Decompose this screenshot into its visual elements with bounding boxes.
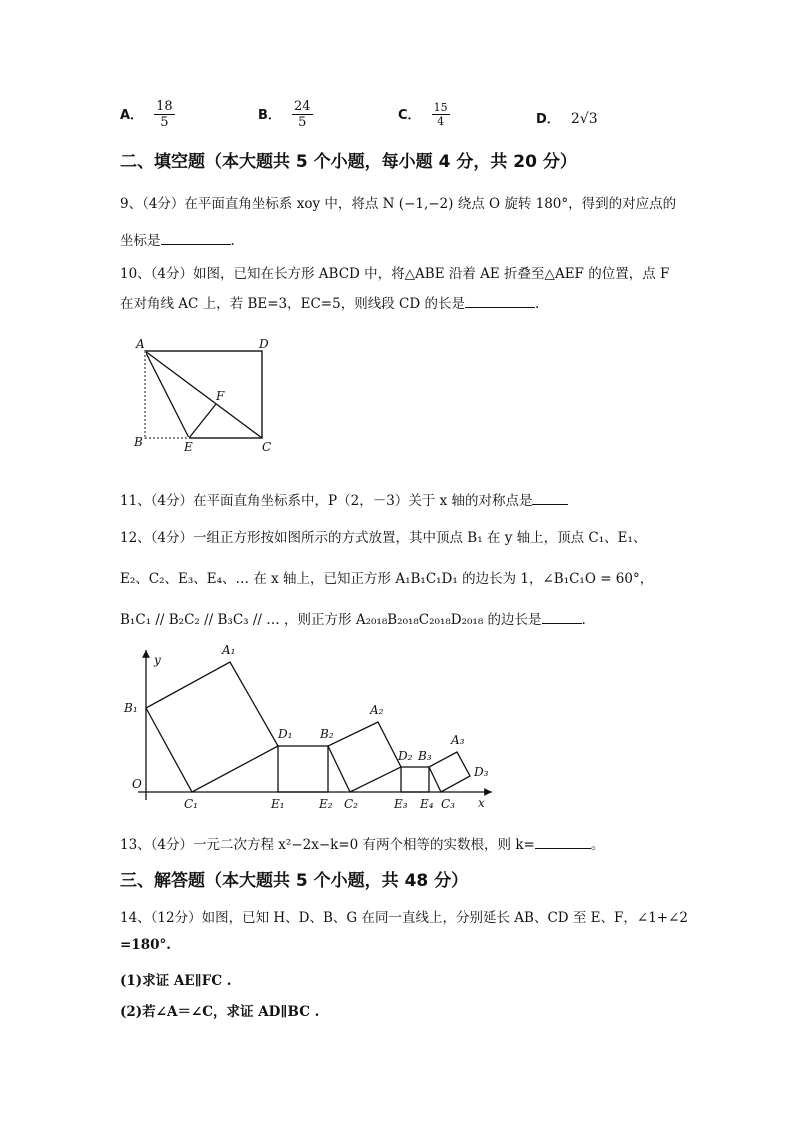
option-c-numerator: 15: [433, 101, 448, 114]
diagonal-ac: [145, 351, 262, 438]
label-d2: D₂: [398, 749, 413, 763]
option-c-label: C．: [398, 108, 421, 123]
question-14-line-2: =180°.: [120, 937, 171, 953]
label-a1: A₁: [222, 643, 236, 657]
answer-blank-12[interactable]: [542, 611, 582, 624]
question-10-prompt: 在对角线 AC 上，若 BE=3，EC=5，则线段 CD 的长是: [120, 296, 465, 312]
label-a3: A₃: [451, 733, 465, 747]
question-12-period: .: [581, 612, 586, 628]
question-9-prompt: 坐标是: [120, 233, 161, 249]
label-c2: C₂: [344, 797, 358, 811]
option-c-fraction: [432, 101, 450, 128]
answer-blank-9[interactable]: [161, 232, 231, 245]
question-11: [120, 489, 568, 509]
option-b-numerator: 24: [294, 99, 311, 114]
label-c1: C₁: [184, 797, 198, 811]
segment-ae: [145, 351, 189, 438]
option-d-value: 2√3: [570, 111, 598, 127]
question-12-line-1: 12、（4分）一组正方形按如图所示的方式放置，其中顶点 B₁ 在 y 轴上，顶点 C₁、E₁、: [120, 530, 647, 546]
answer-blank-10[interactable]: [465, 295, 535, 308]
option-a-denominator: 5: [160, 115, 169, 130]
option-d-label: D．: [536, 112, 560, 127]
option-b-denominator: 5: [298, 115, 307, 130]
section-3-title: 三、解答题（本大题共 5 个小题，共 48 分）: [120, 871, 469, 891]
label-b1: B₁: [124, 701, 138, 715]
label-e1: E₁: [271, 797, 285, 811]
section-2-title: 二、填空题（本大题共 5 个小题，每小题 4 分，共 20 分）: [120, 152, 577, 172]
option-d: [536, 108, 598, 127]
option-a-fraction: [154, 99, 175, 130]
figure-rectangle-fold: [130, 334, 280, 458]
answer-blank-11[interactable]: [532, 492, 568, 505]
rectangle-d2-b3: [401, 767, 429, 792]
option-c-denominator: 4: [437, 115, 445, 128]
label-x: x: [478, 796, 485, 810]
question-14-line-1: 14、（12分）如图，已知 H、D、B、G 在同一直线上，分别延长 AB、CD 至 E、F，∠1+∠2: [120, 910, 689, 926]
label-c: C: [262, 440, 272, 454]
label-c3: C₃: [441, 797, 455, 811]
segment-ef: [189, 404, 216, 438]
question-9-period: .: [230, 233, 235, 249]
option-c: [398, 101, 450, 128]
label-b2: B₂: [320, 727, 334, 741]
question-14-part-1: (1)求证 AE∥FC .: [120, 973, 232, 989]
question-12-line-2: E₂、C₂、E₃、E₄、… 在 x 轴上，已知正方形 A₁B₁C₁D₁ 的边长为 1，∠B₁C₁O = 60°，: [120, 571, 654, 587]
option-b-fraction: [292, 99, 313, 130]
question-9-line-2: [120, 229, 235, 249]
label-a2: A₂: [370, 703, 384, 717]
label-o: O: [132, 777, 142, 791]
figure-squares: [120, 640, 510, 818]
square-3: [429, 752, 470, 792]
square-2: [328, 722, 401, 792]
question-11-prompt: 11、（4分）在平面直角坐标系中，P（2，－3）关于 x 轴的对称点是: [120, 493, 533, 509]
question-14-part-2: (2)若∠A＝∠C，求证 AD∥BC .: [120, 1004, 320, 1020]
square-1: [146, 662, 278, 792]
label-e3: E₃: [394, 797, 408, 811]
label-a: A: [136, 337, 145, 351]
question-12-line-3: [120, 608, 586, 628]
option-a: [120, 99, 175, 130]
question-13-prompt: 13、（4分）一元二次方程 x²−2x−k=0 有两个相等的实数根，则 k=: [120, 837, 535, 853]
question-10-line-2: [120, 292, 539, 312]
question-10-line-1: 10、（4分）如图，已知在长方形 ABCD 中，将△ABE 沿着 AE 折叠至△AEF 的位置，点 F: [120, 266, 670, 282]
label-e4: E₄: [420, 797, 434, 811]
label-b: B: [134, 435, 143, 449]
label-d3: D₃: [474, 765, 489, 779]
label-d: D: [259, 337, 269, 351]
option-b-label: B．: [258, 108, 281, 123]
rectangle-d1-b2: [278, 746, 328, 792]
question-10-period: .: [534, 296, 540, 312]
question-13: [120, 833, 604, 853]
option-a-numerator: 18: [156, 99, 173, 114]
question-13-end: 。: [590, 837, 605, 853]
option-b: [258, 99, 313, 130]
question-12-prompt: B₁C₁ // B₂C₂ // B₃C₃ // … ，则正方形 A₂₀₁₈B₂₀₁₈C₂₀₁₈D₂₀₁₈ 的边长是: [120, 612, 542, 628]
option-a-label: A．: [120, 108, 144, 123]
label-y: y: [154, 653, 161, 667]
label-b3: B₃: [418, 749, 432, 763]
question-9-line-1: 9、（4分）在平面直角坐标系 xoy 中，将点 N (−1,−2) 绕点 O 旋转 180°，得到的对应点的: [120, 196, 677, 212]
label-e2: E₂: [319, 797, 333, 811]
answer-blank-13[interactable]: [535, 836, 591, 849]
label-e: E: [184, 440, 193, 454]
label-d1: D₁: [278, 727, 293, 741]
label-f: F: [216, 389, 225, 403]
